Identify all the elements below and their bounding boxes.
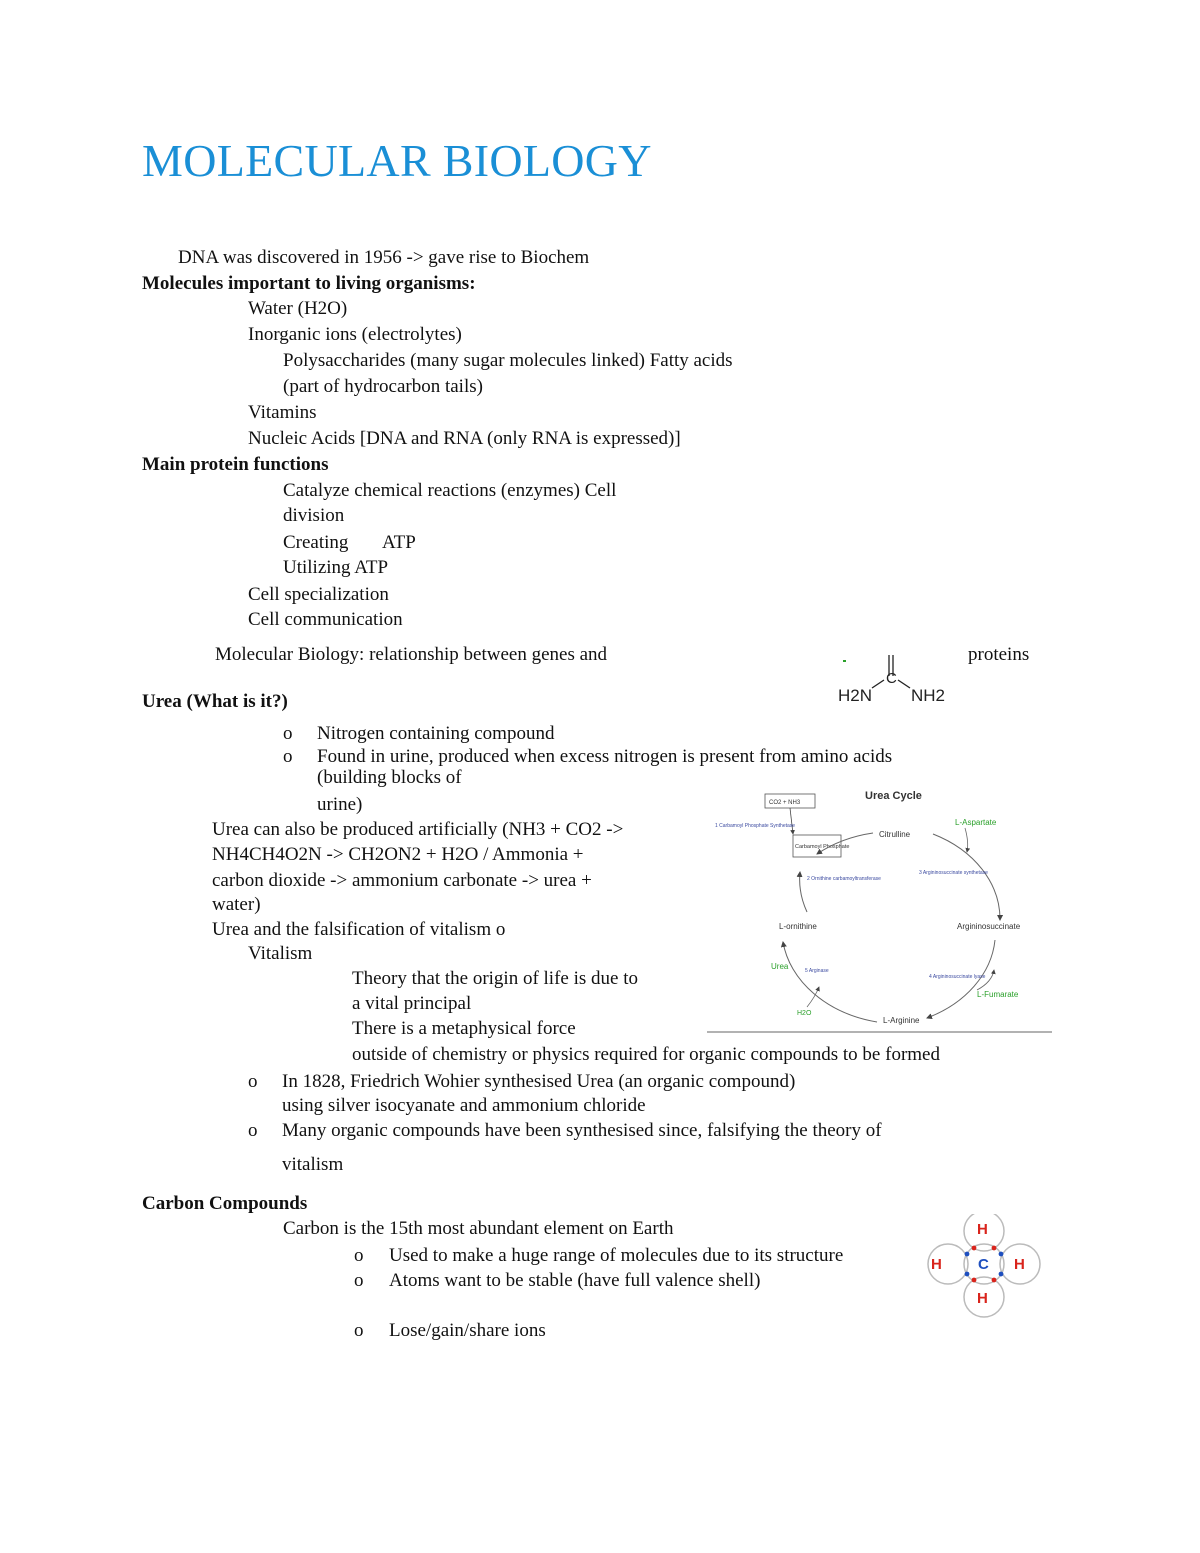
list-item: division [283, 505, 345, 526]
paragraph-line: Theory that the origin of life is due to [352, 968, 638, 989]
paragraph-line: There is a metaphysical force [352, 1018, 576, 1039]
molbio-line: Molecular Biology: relationship between genes and [215, 644, 608, 665]
argsucc-label: Argininosuccinate [957, 922, 1021, 931]
page-title: MOLECULAR BIOLOGY [142, 135, 652, 186]
molbio-tail: proteins [968, 644, 1030, 665]
hydrogen-left: H [931, 1256, 942, 1273]
bullet-marker: o [283, 746, 293, 767]
list-item: Cell communication [248, 609, 403, 630]
list-item: vitalism [282, 1154, 344, 1175]
co2-label: CO2 + NH3 [769, 800, 801, 806]
list-item: (building blocks of [317, 767, 462, 788]
list-item: Nucleic Acids [DNA and RNA (only RNA is expressed)] [248, 428, 681, 449]
urea-right-label: NH2 [911, 686, 946, 705]
paragraph-line: carbon dioxide -> ammonium carbonate -> urea + [212, 870, 592, 891]
list-item: In 1828, Friedrich Wohier synthesised Urea (an organic compound) [282, 1071, 796, 1092]
carbon-heading: Carbon Compounds [142, 1193, 308, 1214]
enzyme-cps: 1 Carbamoyl Phosphate Synthetase [715, 823, 796, 829]
urea-cycle-diagram [707, 782, 1052, 1036]
carbon-intro: Carbon is the 15th most abundant element on Earth [283, 1218, 674, 1239]
paragraph-line: Vitalism [248, 943, 313, 964]
arginine-label: L-Arginine [883, 1016, 920, 1025]
list-item: Vitamins [248, 402, 317, 423]
aspartate-label: L-Aspartate [955, 818, 997, 827]
list-item: Creating [283, 532, 349, 553]
citrulline-label: Citrulline [879, 830, 911, 839]
urea-heading: Urea (What is it?) [142, 691, 288, 712]
enzyme-otc: 2 Ornithine carbamoyltransferase [807, 876, 881, 882]
list-item: Used to make a huge range of molecules due to its structure [389, 1245, 844, 1266]
bullet-marker: o [354, 1270, 364, 1291]
list-item: Inorganic ions (electrolytes) [248, 324, 462, 345]
hydrogen-bottom: H [977, 1290, 988, 1307]
bullet-marker: o [354, 1245, 364, 1266]
molecules-heading: Molecules important to living organisms: [142, 273, 476, 294]
list-item: Nitrogen containing compound [317, 723, 555, 744]
paragraph-line: outside of chemistry or physics required for organic compounds to be formed [352, 1044, 940, 1065]
intro-text: DNA was discovered in 1956 -> gave rise to Biochem [178, 247, 590, 268]
list-item: ATP [382, 532, 416, 553]
list-item: Water (H2O) [248, 298, 348, 319]
list-item: Atoms want to be stable (have full valence shell) [389, 1270, 761, 1291]
paragraph-line: Urea can also be produced artificially (NH3 + CO2 -> [212, 819, 624, 840]
urea-carbon-label: C [886, 670, 897, 687]
list-item: using silver isocyanate and ammonium chloride [282, 1095, 646, 1116]
methane-diagram [924, 1214, 1044, 1322]
carbon-atom: C [978, 1256, 989, 1273]
list-item: Found in urine, produced when excess nitrogen is present from amino acids [317, 746, 893, 767]
protein-heading: Main protein functions [142, 454, 329, 475]
urea-structure-figure [834, 650, 954, 710]
paragraph-line: Urea and the falsification of vitalism o [212, 919, 506, 940]
enzyme-arginase: 5 Arginase [805, 968, 829, 974]
bullet-marker: o [248, 1120, 258, 1141]
list-item: Lose/gain/share ions [389, 1320, 546, 1341]
urea-label: Urea [771, 962, 789, 971]
cp-label: Carbamoyl Phosphate [795, 844, 850, 850]
enzyme-ass: 3 Argininosuccinate synthetase [919, 870, 988, 876]
ornithine-label: L-ornithine [779, 922, 817, 931]
list-item: Cell specialization [248, 584, 389, 605]
urea-left-label: H2N [838, 686, 873, 705]
cycle-title: Urea Cycle [865, 790, 922, 802]
paragraph-line: water) [212, 894, 261, 915]
bullet-marker: o [248, 1071, 258, 1092]
hydrogen-top: H [977, 1221, 988, 1238]
bullet-marker: o [283, 723, 293, 744]
paragraph-line: NH4CH4O2N -> CH2ON2 + H2O / Ammonia + [212, 844, 584, 865]
enzyme-asl: 4 Argininosuccinate lyase [929, 974, 986, 980]
bullet-marker: o [354, 1320, 364, 1341]
list-item: Catalyze chemical reactions (enzymes) Cell [283, 480, 617, 501]
green-dot [843, 660, 846, 662]
list-item: (part of hydrocarbon tails) [283, 376, 483, 397]
paragraph-line: a vital principal [352, 993, 472, 1014]
list-item: Polysaccharides (many sugar molecules linked) Fatty acids [283, 350, 733, 371]
list-item: Utilizing ATP [283, 557, 389, 578]
water-label: H2O [797, 1010, 812, 1017]
list-item: Many organic compounds have been synthesised since, falsifying the theory of [282, 1120, 882, 1141]
list-item: urine) [317, 794, 363, 815]
fumarate-label: L-Fumarate [977, 990, 1019, 999]
hydrogen-right: H [1014, 1256, 1025, 1273]
